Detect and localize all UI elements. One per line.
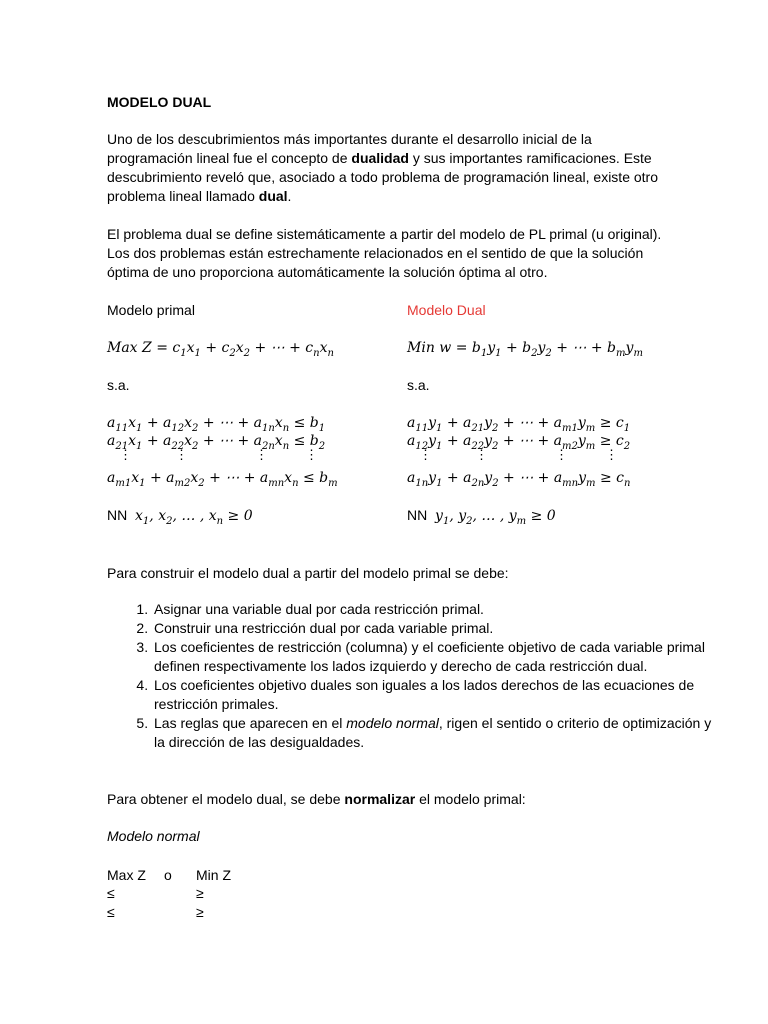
intro-text-3: .	[287, 188, 292, 204]
dual-heading: Modelo Dual	[407, 302, 486, 318]
list-item: 1. Asignar una variable dual por cada restricción primal.	[152, 600, 712, 619]
normal-max-sign-1: ≤	[107, 885, 115, 901]
normalize-text-1: Para obtener el modelo dual, se debe	[107, 791, 345, 807]
dual-vdots-2: ⋮	[475, 448, 488, 463]
normal-min-sign-2: ≥	[196, 904, 204, 920]
construct-intro: Para construir el modelo dual a partir del modelo primal se debe:	[107, 565, 509, 581]
primal-objective: Max $Z = c_1x_1 + c_2x_2$ + ⋯ + $c_nx_n$	[107, 340, 334, 359]
step5-italic: modelo normal	[346, 715, 439, 731]
dual-sa-label: s.a.	[407, 377, 430, 393]
dual-constraint-n: $a_{1n}y_1 + a_{2n}y_2$ + ⋯ + $a_{mn}y_m \ge c_n$	[407, 470, 631, 489]
intro-text-2: y sus importantes ramificaciones. Este descubrimiento reveló que, asociado a todo problema de programación lineal, existe otro problema lineal llamado	[107, 150, 658, 204]
dual-constraint-2: $a_{12}y_1 + a_{22}y_2$ + ⋯ + $a_{m2}y_m \ge c_2$	[407, 433, 631, 452]
dual-vdots-4: ⋮	[605, 448, 618, 463]
document-title: MODELO DUAL	[107, 94, 212, 110]
primal-vdots-2: ⋮	[175, 448, 188, 463]
primal-vdots-3: ⋮	[255, 448, 268, 463]
dual-vdots-3: ⋮	[555, 448, 568, 463]
dual-nn-label: NN	[407, 507, 428, 523]
dual-nonnegativity: NN $y_1$, $y_2$, … , $y_m \ge 0$	[407, 507, 556, 527]
intro-bold-dualidad: dualidad	[351, 150, 409, 166]
primal-nonnegativity: NN $x_1$, $x_2$, … , $x_n \ge 0$	[107, 507, 253, 527]
primal-vdots-4: ⋮	[305, 448, 318, 463]
primal-sa-label: s.a.	[107, 377, 130, 393]
step5-text-2: , rigen el sentido o criterio de optimización y la dirección de las desigualdades.	[154, 715, 712, 750]
normal-min-sign-1: ≥	[196, 885, 204, 901]
normal-model-heading: Modelo normal	[107, 828, 200, 844]
dual-objective: Min $w = b_1y_1 + b_2y_2$ + ⋯ + $b_my_m$	[407, 340, 643, 359]
normal-min-label: Min Z	[196, 867, 231, 883]
list-item: 3. Los coeficientes de restricción (columna) y el coeficiente objetivo de cada variable primal definen respectivamente los lados izquierdo y derecho de cada restricción dual.	[152, 638, 712, 676]
list-item: 4. Los coeficientes objetivo duales son iguales a los lados derechos de las ecuaciones de restricción primales.	[152, 676, 712, 714]
intro-bold-dual: dual	[258, 188, 288, 204]
normalize-paragraph	[107, 790, 526, 809]
primal-constraint-m: $a_{m1}x_1 + a_{m2}x_2$ + ⋯ + $a_{mn}x_n \le b_m$	[107, 470, 338, 489]
normal-max-label: Max Z	[107, 867, 146, 883]
normalize-text-2: el modelo primal:	[415, 791, 526, 807]
primal-vdots-1: ⋮	[119, 448, 132, 463]
intro-paragraph	[107, 130, 667, 206]
list-item	[152, 714, 712, 752]
dual-vdots-1: ⋮	[419, 448, 432, 463]
list-item: 2. Construir una restricción dual por cada variable primal.	[152, 619, 712, 638]
definition-paragraph: El problema dual se define sistemáticamente a partir del modelo de PL primal (u original). Los dos problemas están estrechamente relacionados en el sentido de que la solución óptima de uno proporciona automáticamente la solución óptima al otro.	[107, 226, 662, 280]
normal-max-sign-2: ≤	[107, 904, 115, 920]
primal-nn-label: NN	[107, 507, 128, 523]
dual-constraint-1: $a_{11}y_1 + a_{21}y_2$ + ⋯ + $a_{m1}y_m \ge c_1$	[407, 415, 631, 434]
normal-or-label: o	[164, 867, 172, 883]
primal-constraint-1: $a_{11}x_1 + a_{12}x_2$ + ⋯ + $a_{1n}x_n \le b_1$	[107, 415, 326, 434]
primal-constraint-2: $a_{21}x_1 + a_{22}x_2$ + ⋯ + $a_{2n}x_n \le b_2$	[107, 433, 326, 452]
normalize-bold: normalizar	[344, 791, 416, 807]
intro-text-1: Uno de los descubrimientos más importantes durante el desarrollo inicial de la programación lineal fue el concepto de	[107, 131, 592, 166]
step5-text-1: Las reglas que aparecen en el	[154, 715, 347, 731]
primal-heading: Modelo primal	[107, 302, 195, 318]
construction-steps-list	[107, 600, 712, 752]
